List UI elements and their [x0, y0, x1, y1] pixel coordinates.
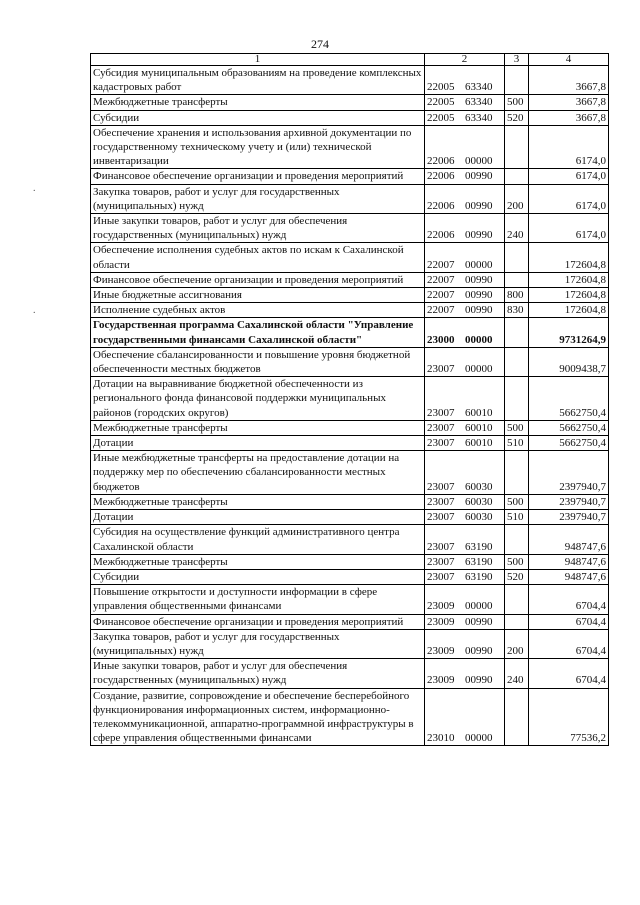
row-name: Финансовое обеспечение организации и проведения мероприятий	[91, 272, 425, 287]
row-amount: 3667,8	[529, 110, 609, 125]
row-amount: 6174,0	[529, 169, 609, 184]
row-code-direction: 00000	[465, 258, 493, 271]
row-name: Создание, развитие, сопровождение и обеспечение бесперебойного функционирования информационных систем, информационно-телекоммуникационной, аппаратно-программной инфраструктуры в сфере управления общественными финансами	[91, 688, 425, 746]
row-name: Повышение открытости и доступности информации в сфере управления общественными финансами	[91, 585, 425, 614]
row-code	[425, 525, 505, 554]
row-expense-type	[505, 525, 529, 554]
row-code	[425, 420, 505, 435]
row-amount: 6704,4	[529, 659, 609, 688]
row-name: Иные межбюджетные трансферты на предоставление дотации на поддержку мер по обеспечению сбалансированности местных бюджетов	[91, 451, 425, 495]
row-code-direction: 00000	[465, 333, 493, 346]
row-code	[425, 347, 505, 376]
row-code	[425, 110, 505, 125]
row-code	[425, 66, 505, 95]
row-code-program: 22007	[427, 273, 455, 286]
row-amount: 172604,8	[529, 303, 609, 318]
row-code	[425, 436, 505, 451]
row-amount: 948747,6	[529, 569, 609, 584]
row-name: Финансовое обеспечение организации и проведения мероприятий	[91, 614, 425, 629]
scan-speck: .	[33, 305, 36, 316]
row-code-program: 22007	[427, 289, 455, 302]
row-code-program: 22005	[427, 96, 455, 109]
budget-table	[90, 53, 609, 746]
row-expense-type: 830	[505, 303, 529, 318]
table-row	[91, 303, 609, 318]
row-expense-type	[505, 272, 529, 287]
row-code-direction: 63190	[465, 555, 493, 568]
row-code-program: 23007	[427, 421, 455, 434]
row-name: Субсидии	[91, 110, 425, 125]
table-row	[91, 169, 609, 184]
row-name: Финансовое обеспечение организации и проведения мероприятий	[91, 169, 425, 184]
row-code-direction: 63340	[465, 81, 493, 94]
row-code	[425, 169, 505, 184]
row-code-direction: 00990	[465, 674, 493, 687]
row-amount: 2397940,7	[529, 494, 609, 509]
row-name: Межбюджетные трансферты	[91, 95, 425, 110]
row-code-program: 22006	[427, 170, 455, 183]
row-code-direction: 00990	[465, 644, 493, 657]
row-name: Субсидия на осуществление функций административного центра Сахалинской области	[91, 525, 425, 554]
row-name: Дотации	[91, 510, 425, 525]
row-expense-type	[505, 125, 529, 169]
row-name: Иные закупки товаров, работ и услуг для обеспечения государственных (муниципальных) нужд	[91, 214, 425, 243]
row-name: Межбюджетные трансферты	[91, 494, 425, 509]
row-code-direction: 00000	[465, 732, 493, 745]
table-row	[91, 585, 609, 614]
row-code-program: 23009	[427, 644, 455, 657]
table-row	[91, 184, 609, 213]
row-code-direction: 60030	[465, 495, 493, 508]
row-code-program: 23009	[427, 674, 455, 687]
page-number: 274	[311, 37, 329, 51]
row-expense-type	[505, 377, 529, 421]
row-name: Дотации на выравнивание бюджетной обеспеченности из регионального фонда финансовой поддержки муниципальных районов (городских округов)	[91, 377, 425, 421]
row-name: Обеспечение хранения и использования архивной документации по государственному техническому учету и (или) технической инвентаризации	[91, 125, 425, 169]
table-row	[91, 451, 609, 495]
row-code	[425, 214, 505, 243]
row-amount: 2397940,7	[529, 510, 609, 525]
row-expense-type: 240	[505, 659, 529, 688]
table-row	[91, 243, 609, 272]
row-code-direction: 63190	[465, 540, 493, 553]
row-code	[425, 243, 505, 272]
row-code-program: 22006	[427, 199, 455, 212]
row-code	[425, 95, 505, 110]
row-amount: 6174,0	[529, 214, 609, 243]
table-row	[91, 347, 609, 376]
row-code-direction: 00000	[465, 155, 493, 168]
row-expense-type: 500	[505, 554, 529, 569]
row-code-program: 23007	[427, 570, 455, 583]
row-amount: 3667,8	[529, 66, 609, 95]
row-name: Обеспечение исполнения судебных актов по искам к Сахалинской области	[91, 243, 425, 272]
row-expense-type: 520	[505, 569, 529, 584]
row-code	[425, 554, 505, 569]
row-expense-type: 500	[505, 494, 529, 509]
row-code-program: 23007	[427, 437, 455, 450]
row-code-program: 22007	[427, 304, 455, 317]
row-code-direction: 00990	[465, 615, 493, 628]
row-amount: 2397940,7	[529, 451, 609, 495]
row-code	[425, 688, 505, 746]
table-row	[91, 494, 609, 509]
row-amount: 5662750,4	[529, 436, 609, 451]
row-expense-type: 500	[505, 420, 529, 435]
table-row	[91, 288, 609, 303]
row-name: Обеспечение сбалансированности и повышение уровня бюджетной обеспеченности местных бюджетов	[91, 347, 425, 376]
row-code	[425, 125, 505, 169]
table-row	[91, 554, 609, 569]
row-code	[425, 288, 505, 303]
row-expense-type	[505, 243, 529, 272]
row-code-program: 23009	[427, 615, 455, 628]
row-expense-type: 500	[505, 95, 529, 110]
row-expense-type: 200	[505, 629, 529, 658]
row-code-program: 23000	[427, 333, 455, 346]
row-code	[425, 184, 505, 213]
table-row	[91, 95, 609, 110]
table-row	[91, 272, 609, 287]
row-expense-type: 510	[505, 436, 529, 451]
table-row	[91, 629, 609, 658]
row-name: Исполнение судебных актов	[91, 303, 425, 318]
row-code-direction: 00990	[465, 273, 493, 286]
row-code-direction: 60030	[465, 511, 493, 524]
row-expense-type	[505, 688, 529, 746]
row-code-program: 23007	[427, 540, 455, 553]
row-code-direction: 60010	[465, 437, 493, 450]
row-code	[425, 614, 505, 629]
row-name: Дотации	[91, 436, 425, 451]
row-code-program: 23010	[427, 732, 455, 745]
row-name: Субсидии	[91, 569, 425, 584]
row-code-direction: 00990	[465, 289, 493, 302]
row-expense-type	[505, 614, 529, 629]
row-amount: 6704,4	[529, 629, 609, 658]
row-amount: 948747,6	[529, 554, 609, 569]
row-name: Закупка товаров, работ и услуг для государственных (муниципальных) нужд	[91, 184, 425, 213]
row-code	[425, 377, 505, 421]
row-code	[425, 272, 505, 287]
row-code-direction: 63340	[465, 111, 493, 124]
table-row	[91, 420, 609, 435]
row-expense-type: 240	[505, 214, 529, 243]
row-code-program: 22007	[427, 258, 455, 271]
row-expense-type: 510	[505, 510, 529, 525]
table-row	[91, 377, 609, 421]
row-code	[425, 629, 505, 658]
row-code-direction: 63340	[465, 96, 493, 109]
row-code-direction: 00990	[465, 170, 493, 183]
row-expense-type	[505, 66, 529, 95]
row-expense-type	[505, 585, 529, 614]
row-expense-type: 800	[505, 288, 529, 303]
row-name: Межбюджетные трансферты	[91, 420, 425, 435]
row-code-direction: 00990	[465, 304, 493, 317]
row-name: Иные бюджетные ассигнования	[91, 288, 425, 303]
row-code-program: 23007	[427, 511, 455, 524]
row-expense-type: 520	[505, 110, 529, 125]
row-amount: 948747,6	[529, 525, 609, 554]
row-amount: 9009438,7	[529, 347, 609, 376]
row-code	[425, 585, 505, 614]
row-amount: 3667,8	[529, 95, 609, 110]
row-amount: 172604,8	[529, 243, 609, 272]
table-row	[91, 525, 609, 554]
table-row	[91, 614, 609, 629]
row-amount: 9731264,9	[529, 318, 609, 347]
row-name: Межбюджетные трансферты	[91, 554, 425, 569]
row-code-program: 23007	[427, 555, 455, 568]
row-code-program: 23007	[427, 480, 455, 493]
row-code-program: 23007	[427, 406, 455, 419]
row-amount: 172604,8	[529, 288, 609, 303]
row-amount: 172604,8	[529, 272, 609, 287]
scan-speck: .	[33, 183, 36, 194]
row-code-program: 22005	[427, 81, 455, 94]
row-code-program: 23007	[427, 363, 455, 376]
row-code-program: 23007	[427, 495, 455, 508]
row-name: Закупка товаров, работ и услуг для государственных (муниципальных) нужд	[91, 629, 425, 658]
row-amount: 5662750,4	[529, 420, 609, 435]
row-code	[425, 569, 505, 584]
row-code-direction: 00990	[465, 199, 493, 212]
row-name: Государственная программа Сахалинской области "Управление государственными финансами Сахалинской области"	[91, 318, 425, 347]
row-code-direction: 63190	[465, 570, 493, 583]
row-code-direction: 00000	[465, 600, 493, 613]
row-code	[425, 494, 505, 509]
table-row	[91, 569, 609, 584]
row-code-direction: 60010	[465, 421, 493, 434]
table-row	[91, 688, 609, 746]
row-amount: 6704,4	[529, 585, 609, 614]
header-col-3: 3	[505, 54, 529, 66]
table-row	[91, 510, 609, 525]
table-row	[91, 110, 609, 125]
row-amount: 6174,0	[529, 125, 609, 169]
table-row	[91, 125, 609, 169]
row-code-program: 22005	[427, 111, 455, 124]
row-amount: 6174,0	[529, 184, 609, 213]
row-code-program: 22006	[427, 155, 455, 168]
row-expense-type	[505, 318, 529, 347]
row-amount: 5662750,4	[529, 377, 609, 421]
row-code	[425, 318, 505, 347]
row-code-program: 22006	[427, 229, 455, 242]
row-expense-type	[505, 451, 529, 495]
row-code	[425, 510, 505, 525]
table-row	[91, 318, 609, 347]
header-col-4: 4	[529, 54, 609, 66]
row-amount: 77536,2	[529, 688, 609, 746]
table-row	[91, 66, 609, 95]
table-row	[91, 436, 609, 451]
row-code-direction: 00990	[465, 229, 493, 242]
row-code	[425, 303, 505, 318]
table-header-row	[91, 54, 609, 66]
row-code-direction: 60030	[465, 480, 493, 493]
row-code-program: 23009	[427, 600, 455, 613]
row-name: Иные закупки товаров, работ и услуг для обеспечения государственных (муниципальных) нужд	[91, 659, 425, 688]
row-name: Субсидия муниципальным образованиям на проведение комплексных кадастровых работ	[91, 66, 425, 95]
table-row	[91, 659, 609, 688]
row-expense-type	[505, 169, 529, 184]
header-col-1: 1	[91, 54, 425, 66]
row-code-direction: 00000	[465, 363, 493, 376]
row-amount: 6704,4	[529, 614, 609, 629]
row-code-direction: 60010	[465, 406, 493, 419]
table-row	[91, 214, 609, 243]
header-col-2: 2	[425, 54, 505, 66]
row-code	[425, 451, 505, 495]
row-expense-type: 200	[505, 184, 529, 213]
row-expense-type	[505, 347, 529, 376]
row-code	[425, 659, 505, 688]
